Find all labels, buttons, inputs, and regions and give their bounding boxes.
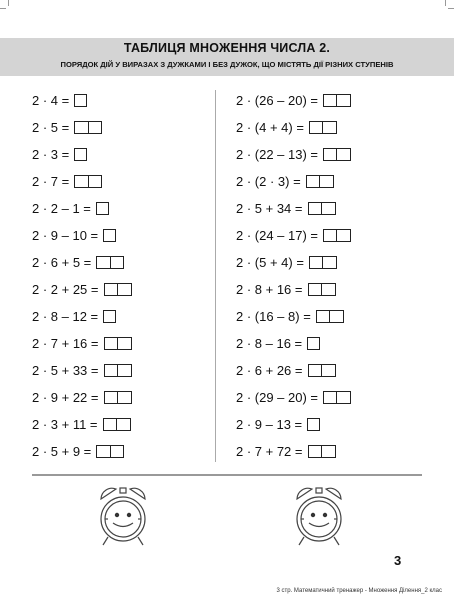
exercise-row [32, 198, 109, 218]
exercise-row [32, 306, 116, 326]
exercise-expression: 2 · 9 – 10 = [32, 227, 99, 243]
answer-box-two-digit[interactable] [316, 310, 344, 323]
answer-box-two-digit[interactable] [104, 364, 132, 377]
exercise-expression: 2 · 5 + 9 = [32, 443, 92, 459]
exercise-row [236, 414, 320, 434]
answer-box-one-digit[interactable] [103, 229, 116, 242]
exercise-row [236, 252, 337, 272]
answer-box-two-digit[interactable] [308, 283, 336, 296]
exercise-expression: 2 · 5 + 33 = [32, 362, 99, 378]
answer-box-two-digit[interactable] [104, 337, 132, 350]
crop-mark-top-left-h [0, 8, 6, 9]
answer-box-one-digit[interactable] [103, 310, 116, 323]
exercise-row [32, 225, 116, 245]
exercise-expression: 2 · 6 + 5 = [32, 254, 92, 270]
exercise-expression: 2 · (24 – 17) = [236, 227, 319, 243]
answer-box-one-digit[interactable] [74, 148, 87, 161]
exercise-expression: 2 · 8 + 16 = [236, 281, 303, 297]
footer-text: 3 стр. Математичний тренажер - Множення Ділення_2 клас [276, 588, 442, 594]
exercise-row [236, 225, 351, 245]
answer-box-two-digit[interactable] [323, 148, 351, 161]
answer-box-two-digit[interactable] [308, 364, 336, 377]
answer-box-two-digit[interactable] [96, 445, 124, 458]
exercise-row [32, 117, 102, 137]
exercise-expression: 2 · 9 – 13 = [236, 416, 303, 432]
exercise-expression: 2 · (22 – 13) = [236, 146, 319, 162]
exercise-row [236, 306, 344, 326]
answer-box-two-digit[interactable] [309, 256, 337, 269]
exercise-row [32, 360, 132, 380]
answer-box-one-digit[interactable] [96, 202, 109, 215]
exercise-expression: 2 · (2 · 3) = [236, 173, 301, 189]
exercise-expression: 2 · (4 + 4) = [236, 119, 304, 135]
exercise-expression: 2 · 4 = [32, 92, 70, 108]
exercise-expression: 2 · (5 + 4) = [236, 254, 304, 270]
exercise-expression: 2 · 7 + 16 = [32, 335, 99, 351]
exercise-row [32, 279, 132, 299]
exercise-expression: 2 · 7 = [32, 173, 70, 189]
exercise-expression: 2 · (29 – 20) = [236, 389, 319, 405]
exercise-expression: 2 · 8 – 12 = [32, 308, 99, 324]
exercise-expression: 2 · 8 – 16 = [236, 335, 303, 351]
answer-box-two-digit[interactable] [308, 445, 336, 458]
exercise-row [236, 360, 336, 380]
page-subtitle: ПОРЯДОК ДІЙ У ВИРАЗАХ З ДУЖКАМИ І БЕЗ ДУЖОК, ЩО МІСТЯТЬ ДІЇ РІЗНИХ СТУПЕНІВ [60, 60, 394, 69]
exercise-expression: 2 · (26 – 20) = [236, 92, 319, 108]
answer-box-two-digit[interactable] [306, 175, 334, 188]
answer-box-two-digit[interactable] [74, 121, 102, 134]
exercise-row [32, 171, 102, 191]
exercise-row [236, 441, 336, 461]
exercise-row [32, 387, 132, 407]
exercise-row [236, 333, 320, 353]
exercise-expression: 2 · 9 + 22 = [32, 389, 99, 405]
exercise-expression: 2 · 5 + 34 = [236, 200, 303, 216]
answer-box-two-digit[interactable] [96, 256, 124, 269]
answer-box-two-digit[interactable] [104, 283, 132, 296]
answer-box-two-digit[interactable] [308, 202, 336, 215]
answer-box-two-digit[interactable] [323, 94, 351, 107]
answer-box-two-digit[interactable] [104, 391, 132, 404]
answer-box-two-digit[interactable] [323, 229, 351, 242]
exercise-row [236, 279, 336, 299]
column-divider [215, 90, 216, 462]
alarm-clock-icon [291, 485, 347, 547]
answer-box-one-digit[interactable] [74, 94, 87, 107]
exercise-row [236, 90, 351, 110]
exercise-row [32, 90, 87, 110]
exercise-expression: 2 · 3 = [32, 146, 70, 162]
bottom-divider [32, 474, 422, 476]
exercise-row [236, 387, 351, 407]
page-number: 3 [394, 553, 402, 568]
answer-box-two-digit[interactable] [103, 418, 131, 431]
page-title: ТАБЛИЦЯ МНОЖЕННЯ ЧИСЛА 2. [123, 41, 331, 55]
exercise-expression: 2 · 7 + 72 = [236, 443, 303, 459]
exercise-row [32, 414, 131, 434]
answer-box-one-digit[interactable] [307, 337, 320, 350]
exercise-row [32, 441, 124, 461]
crop-mark-top-left-v [8, 0, 9, 6]
exercise-expression: 2 · (16 – 8) = [236, 308, 311, 324]
exercise-expression: 2 · 2 + 25 = [32, 281, 99, 297]
exercise-row [236, 117, 337, 137]
exercise-expression: 2 · 5 = [32, 119, 70, 135]
exercise-row [32, 144, 87, 164]
exercise-row [236, 144, 351, 164]
answer-box-two-digit[interactable] [309, 121, 337, 134]
answer-box-one-digit[interactable] [307, 418, 320, 431]
crop-mark-top-right-v [445, 0, 446, 6]
exercise-row [32, 252, 124, 272]
exercise-row [236, 198, 336, 218]
answer-box-two-digit[interactable] [74, 175, 102, 188]
exercise-expression: 2 · 2 – 1 = [32, 200, 91, 216]
exercise-expression: 2 · 3 + 11 = [32, 416, 98, 432]
exercise-row [236, 171, 334, 191]
answer-box-two-digit[interactable] [323, 391, 351, 404]
exercise-row [32, 333, 132, 353]
alarm-clock-icon [95, 485, 151, 547]
crop-mark-top-right-h [448, 8, 454, 9]
exercise-expression: 2 · 6 + 26 = [236, 362, 303, 378]
